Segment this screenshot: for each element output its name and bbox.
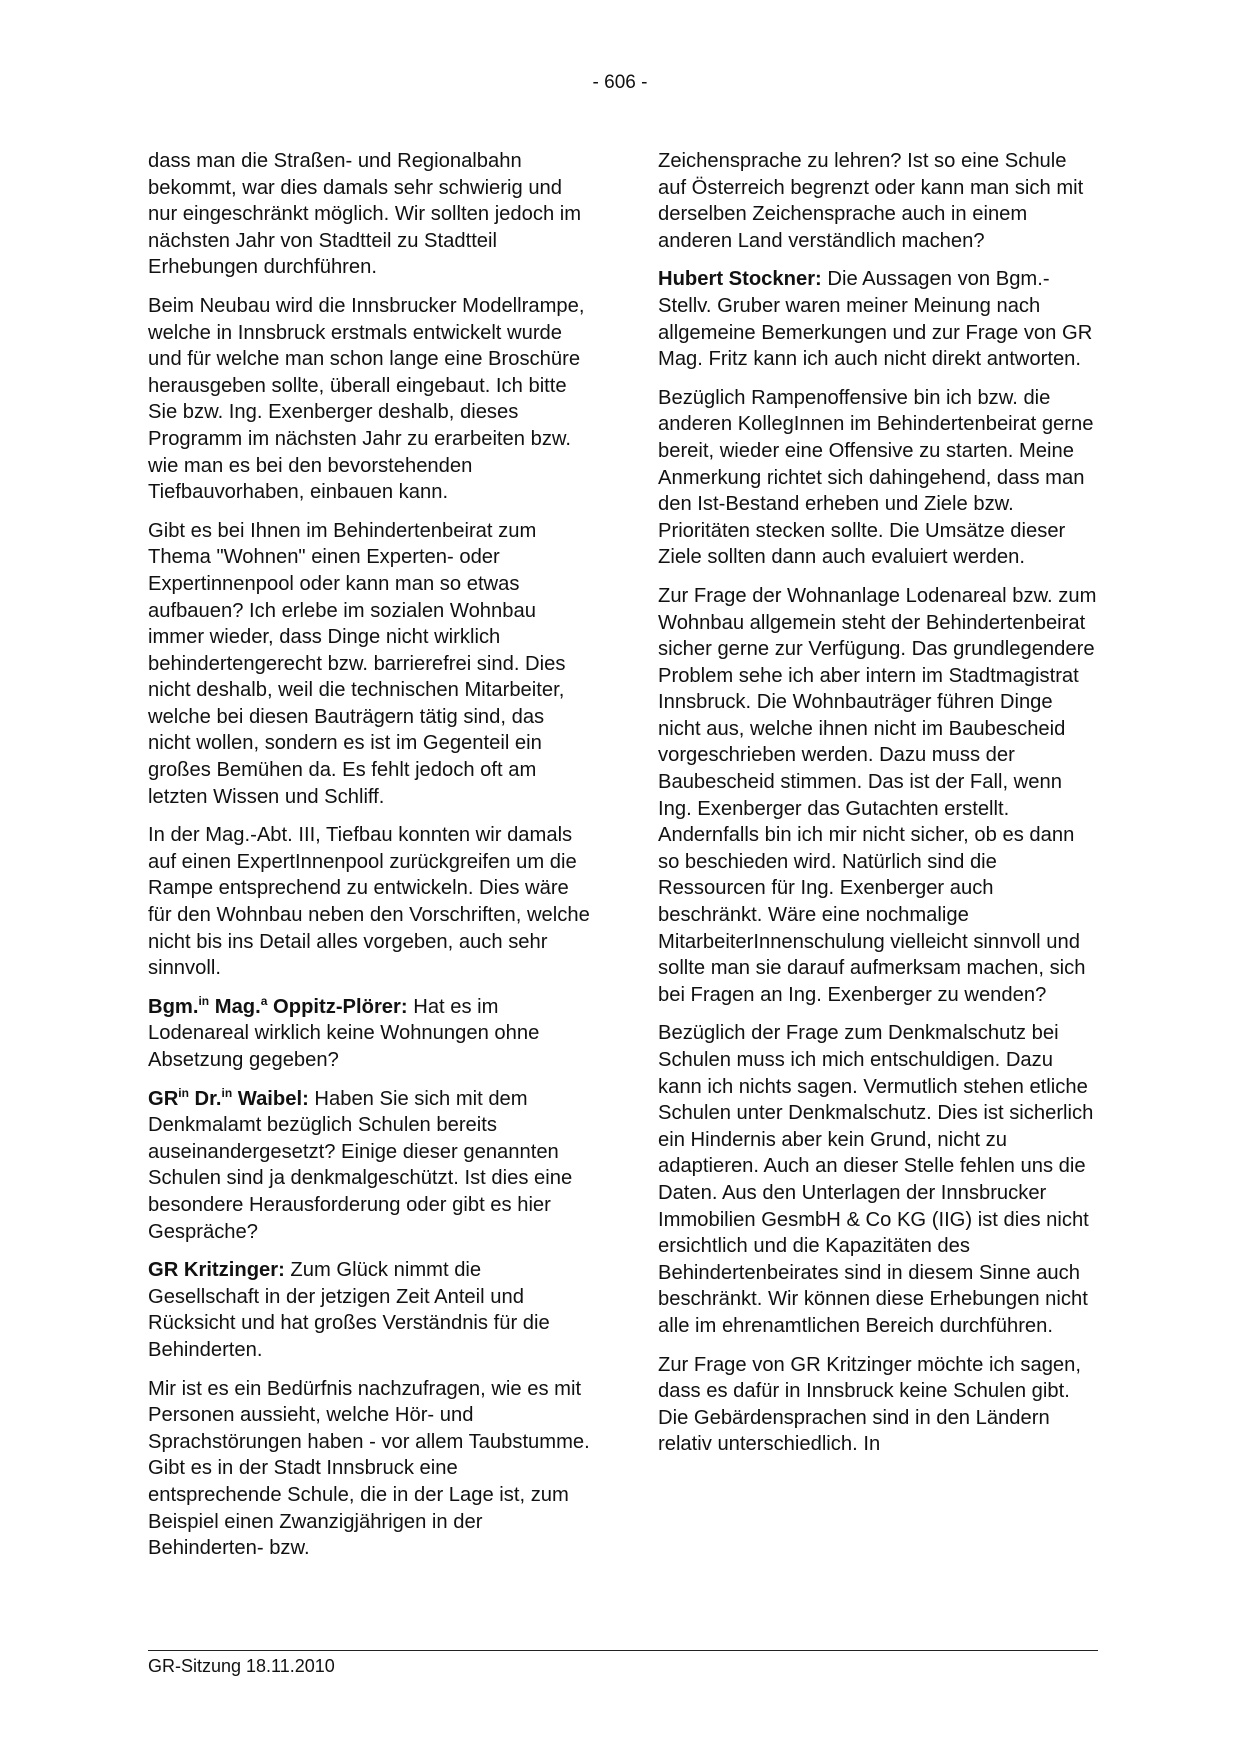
- speaker-title-suffix: in: [178, 1085, 189, 1100]
- speech-paragraph: [148, 1086, 590, 1246]
- page-number: - 606 -: [592, 72, 648, 93]
- left-column: [148, 148, 590, 1574]
- speech-text: Haben Sie sich mit dem Denkmalamt bezüglich Schulen bereits auseinandergesetzt? Einige dieser genannten Schulen sind ja denkmalgeschützt. Ist dies eine besondere Herausforderung oder gibt es hier Gespräche?: [148, 1087, 573, 1243]
- right-column: [658, 148, 1100, 1470]
- paragraph: Zur Frage der Wohnanlage Lodenareal bzw. zum Wohnbau allgemein steht der Behindertenbeirat sicher gerne zur Verfügung. Das grundlegendere Problem sehe ich aber intern im Stadtmagistrat Innsbruck. Die Wohnbauträger führen Dinge nicht aus, welche ihnen nicht im Baubescheid vorgeschrieben werden. Dazu muss der Baubescheid stimmen. Das ist der Fall, wenn Ing. Exenberger das Gutachten erstellt. Andernfalls bin ich mir nicht sicher, ob es dann so beschieden wird. Natürlich sind die Ressourcen für Ing. Exenberger auch beschränkt. Wäre eine nochmalige MitarbeiterInnenschulung vielleicht sinnvoll und sollte man sie darauf aufmerksam machen, sich bei Fragen an Ing. Exenberger zu wenden?: [658, 584, 1097, 1006]
- speaker-name: [148, 1085, 309, 1110]
- speaker-surname: Waibel:: [232, 1087, 309, 1110]
- speaker-title-suffix: a: [260, 993, 268, 1008]
- paragraph: Bezüglich der Frage zum Denkmalschutz bei Schulen muss ich mich entschuldigen. Dazu kann ich nichts sagen. Vermutlich stehen etliche Schulen unter Denkmalschutz. Dies ist sicherlich ein Hindernis aber kein Grund, nicht zu adaptieren. Auch an dieser Stelle fehlen uns die Daten. Aus den Unterlagen der Innsbrucker Immobilien GesmbH & Co KG (IIG) ist dies nicht ersichtlich und die Kapazitäten des Behindertenbeirates sind in diesem Sinne auch beschränkt. Wir können diese Erhebungen nicht alle im ehrenamtlichen Bereich durchführen.: [658, 1022, 1094, 1337]
- speech-text: Die Aussagen von Bgm.-Stellv. Gruber waren meiner Meinung nach allgemeine Bemerkungen und zur Frage von GR Mag. Fritz kann ich auch nicht direkt antworten.: [658, 268, 1093, 371]
- speech-text: Zum Glück nimmt die Gesellschaft in der jetzigen Zeit Anteil und Rücksicht und hat großes Verständnis für die Behinderten.: [148, 1259, 550, 1361]
- paragraph: Zeichensprache zu lehren? Ist so eine Schule auf Österreich begrenzt oder kann man sich mit derselben Zeichensprache auch in einem anderen Land verständlich machen?: [658, 150, 1084, 252]
- speaker-title-suffix: in: [221, 1085, 233, 1100]
- speaker-title: Bgm.: [148, 995, 199, 1018]
- speaker-name: Hubert Stockner:: [658, 268, 822, 291]
- paragraph: Zur Frage von GR Kritzinger möchte ich sagen, dass es dafür in Innsbruck keine Schulen gibt. Die Gebärdensprachen sind in den Ländern relativ unterschiedlich. In: [658, 1353, 1081, 1456]
- speech-paragraph: [148, 994, 590, 1074]
- paragraph: Beim Neubau wird die Innsbrucker Modellrampe, welche in Innsbruck erstmals entwickelt wurde und für welche man schon lange eine Broschüre herausgeben sollte, überall eingebaut. Ich bitte Sie bzw. Ing. Exenberger deshalb, dieses Programm im nächsten Jahr zu erarbeiten bzw. wie man es bei den bevorstehenden Tiefbauvorhaben, einbauen kann.: [148, 294, 585, 504]
- footer-text: GR-Sitzung 18.11.2010: [148, 1656, 335, 1676]
- speech-paragraph: [658, 266, 1100, 372]
- paragraph: Gibt es bei Ihnen im Behindertenbeirat zum Thema "Wohnen" einen Experten- oder Expertinnenpool oder kann man so etwas aufbauen? Ich erlebe im sozialen Wohnbau immer wieder, dass Dinge nicht wirklich behindertengerecht bzw. barrierefrei sind. Dies nicht deshalb, weil die technischen Mitarbeiter, welche bei diesen Bauträgern tätig sind, das nicht wollen, sondern es ist im Gegenteil ein großes Bemühen da. Es fehlt jedoch oft am letzten Wissen und Schliff.: [148, 519, 566, 808]
- paragraph: Bezüglich Rampenoffensive bin ich bzw. die anderen KollegInnen im Behindertenbeirat gerne bereit, wieder eine Offensive zu starten. Meine Anmerkung richtet sich dahingehend, dass man den Ist-Bestand erheben und Ziele bzw. Prioritäten stecken sollte. Die Umsätze dieser Ziele sollten dann auch evaluiert werden.: [658, 386, 1094, 569]
- speaker-title: GR: [148, 1087, 179, 1110]
- footer-divider: [148, 1650, 1098, 1651]
- speaker-name: [148, 993, 408, 1018]
- speech-paragraph: [148, 1257, 590, 1363]
- speaker-name: GR Kritzinger:: [148, 1259, 285, 1282]
- paragraph: dass man die Straßen- und Regionalbahn bekommt, war dies damals sehr schwierig und nur eingeschränkt möglich. Wir sollten jedoch im nächsten Jahr von Stadtteil zu Stadtteil Erhebungen durchführen.: [148, 150, 582, 279]
- speaker-title: Dr.: [188, 1087, 222, 1110]
- speaker-surname: Oppitz-Plörer:: [267, 995, 408, 1018]
- paragraph: In der Mag.-Abt. III, Tiefbau konnten wir damals auf einen ExpertInnenpool zurückgreifen um die Rampe entsprechend zu entwickeln. Dies wäre für den Wohnbau neben den Vorschriften, welche nicht bis ins Detail alles vorgeben, auch sehr sinnvoll.: [148, 824, 590, 980]
- paragraph: Mir ist es ein Bedürfnis nachzufragen, wie es mit Personen aussieht, welche Hör- und Sprachstörungen haben - vor allem Taubstumme. Gibt es in der Stadt Innsbruck eine entsprechende Schule, die in der Lage ist, zum Beispiel einen Zwanzigjährigen in der Behinderten- bzw.: [148, 1377, 590, 1560]
- speech-text: Hat es im Lodenareal wirklich keine Wohnungen ohne Absetzung gegeben?: [148, 995, 540, 1071]
- speaker-title-suffix: in: [198, 993, 210, 1008]
- speaker-title: Mag.: [209, 995, 261, 1018]
